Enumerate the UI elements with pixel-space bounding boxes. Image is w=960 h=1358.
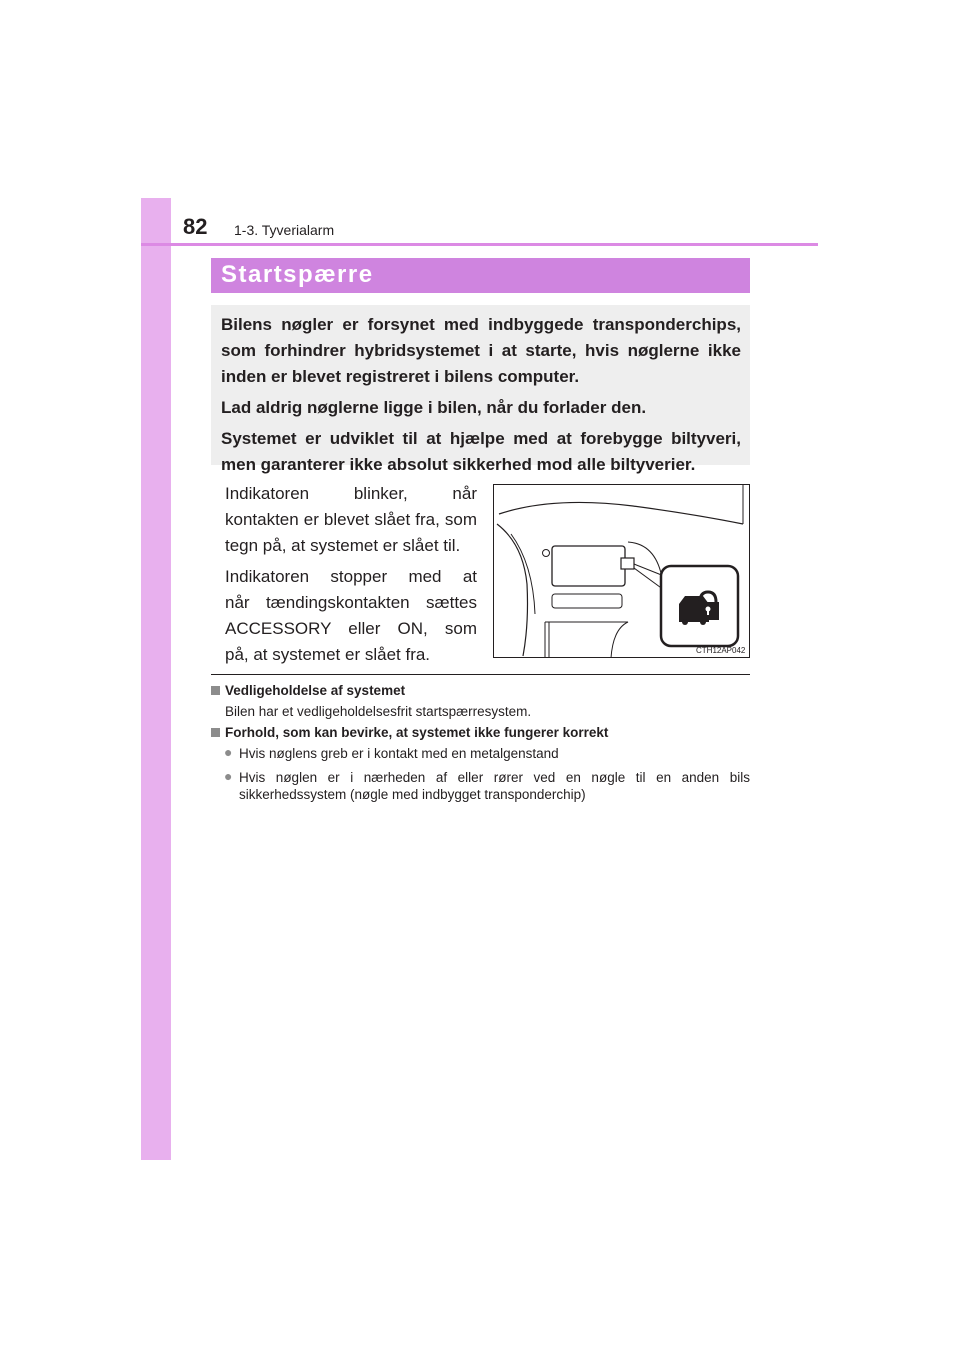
square-bullet-icon [211, 686, 220, 695]
circle-bullet-icon: ● [224, 744, 233, 760]
figure-code: CTH12AP042 [696, 646, 746, 655]
bullet-text: Hvis nøglens greb er i kontakt med en metalgenstand [239, 746, 559, 761]
dashboard-illustration [493, 484, 750, 658]
info-line: Lad aldrig nøglerne ligge i bilen, når du forlader den. [221, 398, 647, 417]
body-line: på, at systemet er slået fra. [225, 645, 431, 664]
section-title: 1-3. Tyverialarm [234, 222, 335, 238]
body-line: Indikatoren blinker, når [225, 484, 477, 503]
divider [211, 674, 750, 675]
body-line: Indikatoren stopper med at [225, 567, 477, 586]
info-line: Bilens nøgler er forsynet med indbyggede transponderchips, [221, 315, 741, 334]
info-box [211, 305, 750, 474]
info-line: inden er blevet registreret i bilens computer. [221, 367, 580, 386]
page-number: 82 [183, 214, 208, 239]
bullet-text: Hvis nøglen er i nærheden af eller rører ved en nøgle til en anden bils [239, 770, 750, 785]
body-line: kontakten er blevet slået fra, som [225, 510, 477, 529]
note-heading [211, 683, 405, 698]
note-text: Bilen har et vedligeholdelsesfrit startspærresystem. [225, 704, 532, 719]
info-line: som forhindrer hybridsystemet i at starte, hvis nøglerne ikke [221, 341, 741, 360]
chapter-side-tab [141, 198, 171, 1160]
note-heading-text: Forhold, som kan bevirke, at systemet ikke fungerer korrekt [225, 725, 609, 740]
body-line: tegn på, at systemet er slået til. [225, 536, 461, 555]
info-line: men garanterer ikke absolut sikkerhed mod alle biltyverier. [221, 455, 696, 474]
bullet-text: sikkerhedssystem (nøgle med indbygget transponderchip) [239, 787, 586, 802]
body-line: når tændingskontakten sættes [225, 593, 477, 612]
page-title: Startspærre [221, 261, 374, 288]
header-rule [141, 243, 818, 246]
circle-bullet-icon: ● [224, 768, 233, 784]
square-bullet-icon [211, 728, 220, 737]
section-heading-bar [211, 258, 750, 293]
body-line: ACCESSORY eller ON, som [225, 619, 477, 638]
note-heading-text: Vedligeholdelse af systemet [225, 683, 406, 698]
note-heading [211, 725, 608, 740]
dashboard-drawing [493, 484, 750, 658]
info-line: Systemet er udviklet til at hjælpe med at forebygge biltyveri, [221, 429, 741, 448]
